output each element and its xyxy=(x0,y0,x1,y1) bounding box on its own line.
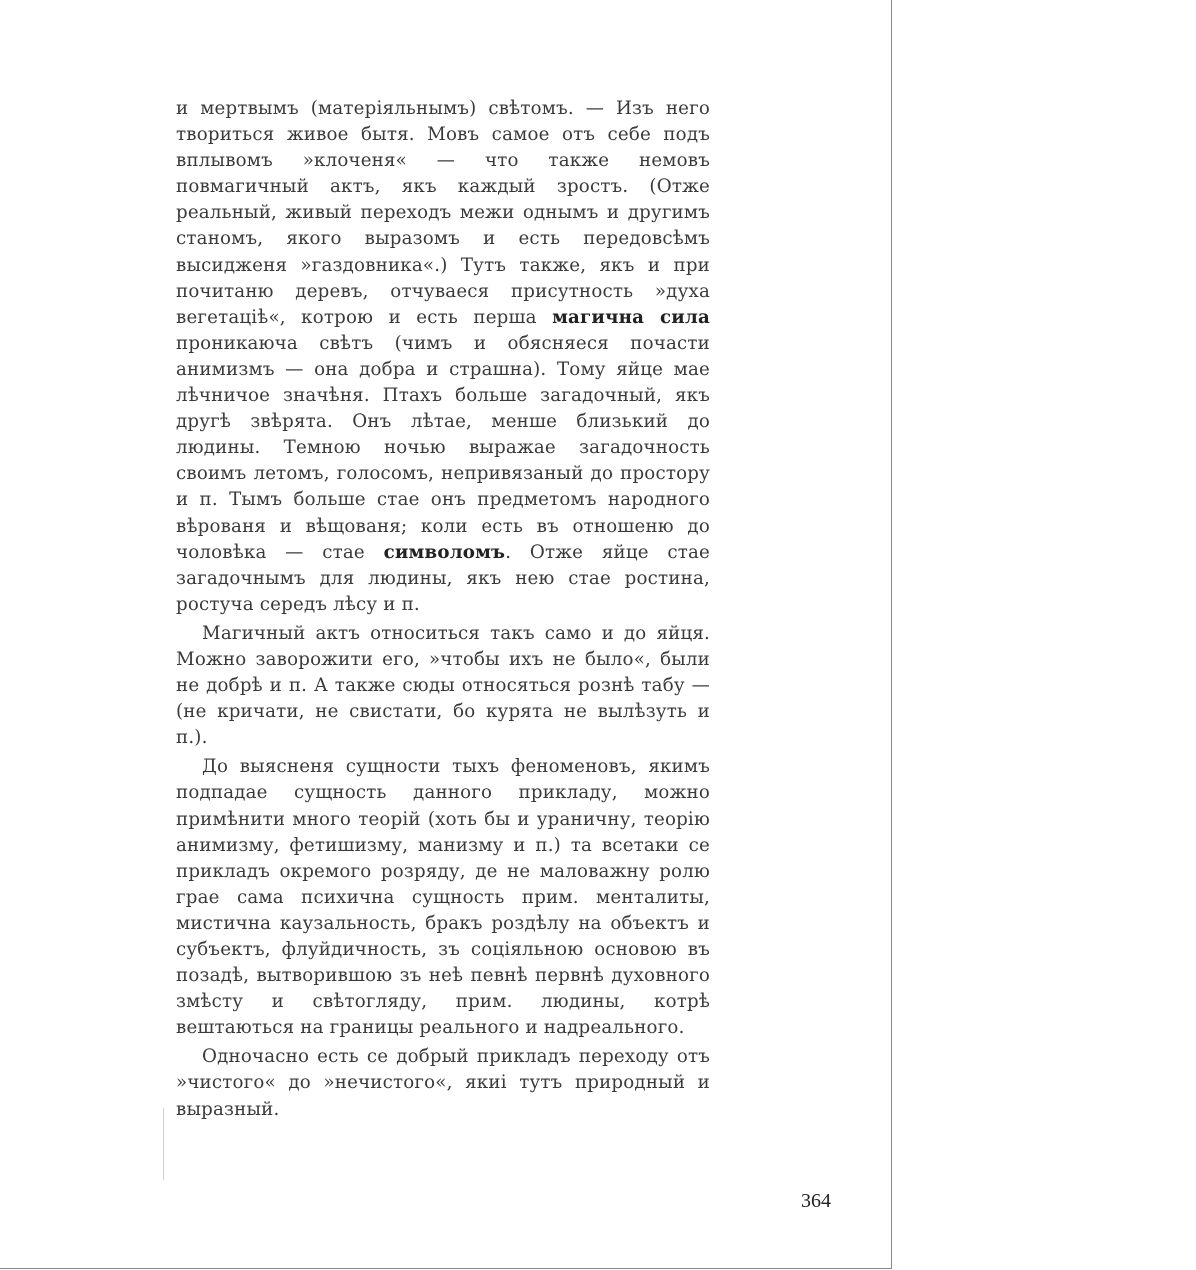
margin-rule xyxy=(163,1108,164,1180)
paragraph-3 xyxy=(176,754,710,1041)
text-segment: Одночасно есть се добрый прикладъ переходу отъ »чистого« до »нечистого«, якиі тутъ природный и выразный. xyxy=(176,1046,710,1120)
body-text xyxy=(176,96,710,1123)
text-segment: Магичный актъ относиться такъ само и до яйця. Можно заворожити его, »чтобы ихъ не было«, были не добрѣ и п. А также сюды относяться рознѣ табу — (не кричати, не свистати, бо курята не вылѣзуть и п.). xyxy=(176,622,710,749)
paragraph-4 xyxy=(176,1044,710,1122)
paragraph-2 xyxy=(176,621,710,751)
text-segment: До выясненя сущности тыхъ феноменовъ, якимъ подпадае сущность данного прикладу, можно примѣнити много теорій (хоть бы и ураничну, теорію анимизму, фетишизму, манизму и п.) та всетаки се прикладъ окремого розряду, де не маловажну ролю грае сама психична сущность прим. менталиты, мистична каузальность, бракъ роздѣлу на объектъ и субъектъ, флуйдичность, зъ соціяльною основою въ позадѣ, вытворившою зъ неѣ певнѣ первнѣ духовного змѣсту и свѣтогляду, прим. людины, котрѣ вештаються на границы реального и надреального. xyxy=(176,756,710,1039)
text-segment: и мертвымъ (матеріяльнымъ) свѣтомъ. — Изъ него творитьcя живое бытя. Мовъ самое отъ себе подъ вплывомъ »клоченя« — что также немовъ повмагичный актъ, якъ каждый зростъ. (Отже реальный, живый переходъ межи однымъ и другимъ станомъ, якого выразомъ и есть передовсѣмъ высидженя »газдовника«.) Тутъ также, якъ и при почитаню деревъ, отчуваеся присутность »духа вегетаціѣ«, котрою и есть перша xyxy=(176,98,710,328)
bold-term-symbol: символомъ xyxy=(383,541,506,563)
page-number: 364 xyxy=(801,1190,831,1212)
bold-term-magic-force: магична сила xyxy=(552,306,711,328)
text-segment: проникаюча свѣтъ (чимъ и обясняеся почасти анимизмъ — она добра и страшна). Тому яйце мае лѣчничое значѣня. Птахъ больше загадочный, якъ другѣ звѣрята. Онъ лѣтае, менше близький до людины. Темною ночью выражае загадочность своимъ летомъ, голосомъ, непривязаный до простору и п. Тымъ больше стае онъ предметомъ народного вѣрованя и вѣщованя; коли есть въ отношеню до чоловѣка — стае xyxy=(176,332,710,563)
text-segment: . Отже яйце стае загадочнымъ для людины, якъ нею стае ростина, ростуча середъ лѣсу и п. xyxy=(176,541,711,615)
paragraph-1 xyxy=(176,96,710,618)
